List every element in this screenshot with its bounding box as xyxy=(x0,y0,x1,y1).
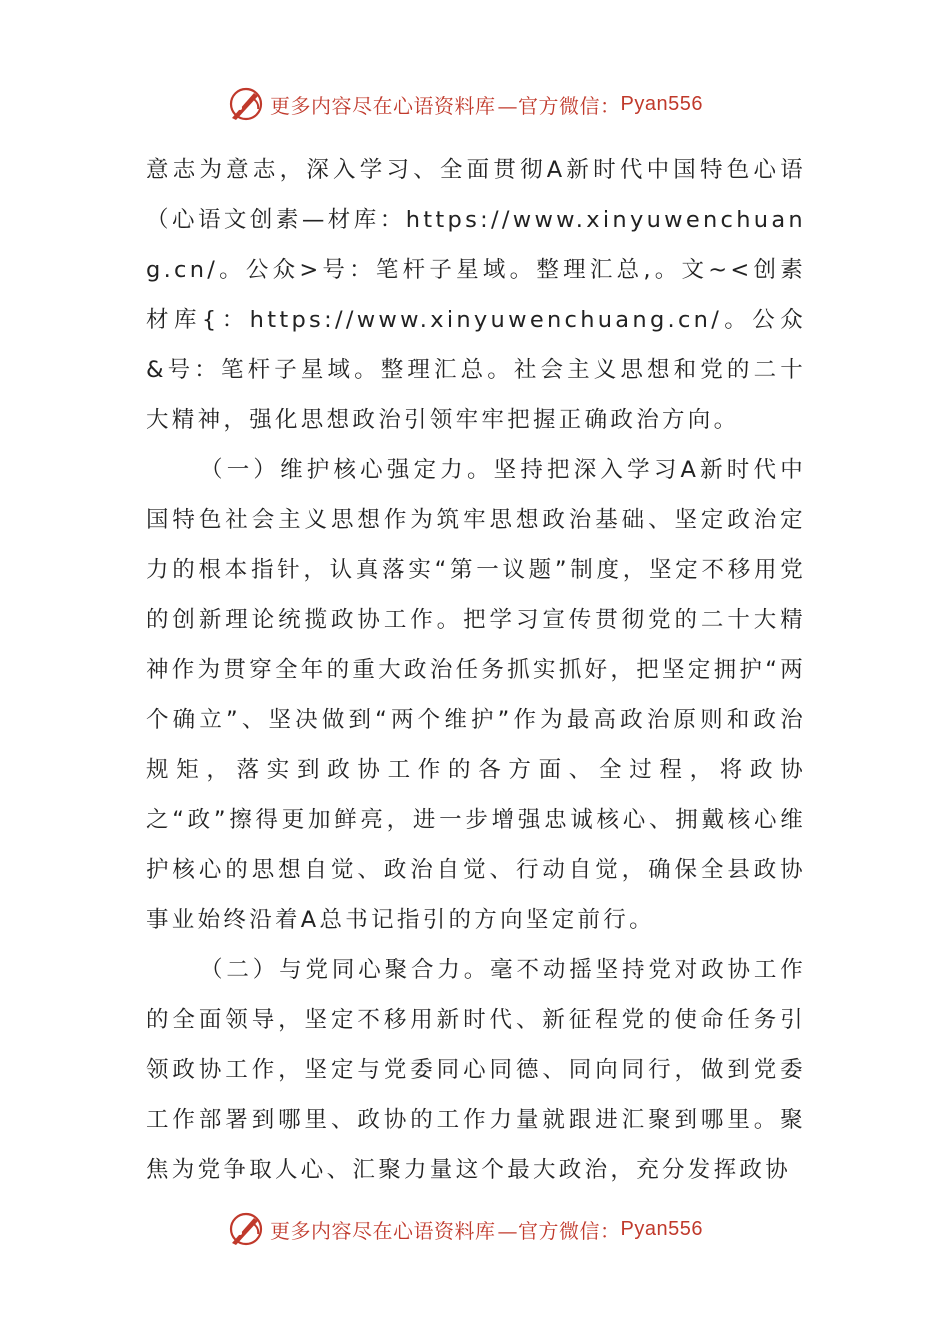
banner-title: 更多内容尽在心语资料库 xyxy=(270,93,496,118)
header-banner xyxy=(226,82,726,126)
paragraph-2: （一）维护核心强定力。坚持把深入学习A新时代中国特色社会主义思想作为筑牢思想政治基础、坚定政治定力的根本指针，认真落实“第一议题”制度，坚定不移用党的创新理论统揽政协工作。把学习宣传贯彻党的二十大精神作为贯穿全年的重大政治任务抓实抓好，把坚定拥护“两个确立”、坚决做到“两个维护”作为最高政治原则和政治规矩，落实到政协工作的各方面、全过程，将政协之“政”擦得更加鲜亮，进一步增强忠诚核心、拥戴核心维护核心的思想自觉、政治自觉、行动自觉，确保全县政协事业始终沿着A总书记指引的方向坚定前行。 xyxy=(146,457,806,933)
pen-logo-icon xyxy=(226,84,266,124)
banner-title: 更多内容尽在心语资料库 xyxy=(270,1218,496,1243)
banner-wechat-id: Pyan556 xyxy=(620,92,703,115)
banner-wechat-label: —官方微信： xyxy=(497,1218,621,1243)
pen-logo-icon xyxy=(226,1209,266,1249)
document-body xyxy=(146,145,806,1195)
paragraph-1: 意志为意志，深入学习、全面贯彻A新时代中国特色心语（心语文创素—材库：https://www.xinyuwenchuang.cn/。公众>号：笔杆子星域。整理汇总,。文~<创素材库{：https://www.xinyuwenchuang.cn/。公众&号：笔杆子星域。整理汇总。社会主义思想和党的二十大精神，强化思想政治引领牢牢把握正确政治方向。 xyxy=(146,157,806,433)
paragraph-3: （二）与党同心聚合力。毫不动摇坚持党对政协工作的全面领导，坚定不移用新时代、新征程党的使命任务引领政协工作，坚定与党委同心同德、同向同行，做到党委工作部署到哪里、政协的工作力量就跟进汇聚到哪里。聚焦为党争取人心、汇聚力量这个最大政治，充分发挥政协 xyxy=(146,957,806,1183)
footer-banner xyxy=(226,1207,726,1251)
banner-wechat-label: —官方微信： xyxy=(497,93,621,118)
banner-wechat-id: Pyan556 xyxy=(620,1217,703,1240)
